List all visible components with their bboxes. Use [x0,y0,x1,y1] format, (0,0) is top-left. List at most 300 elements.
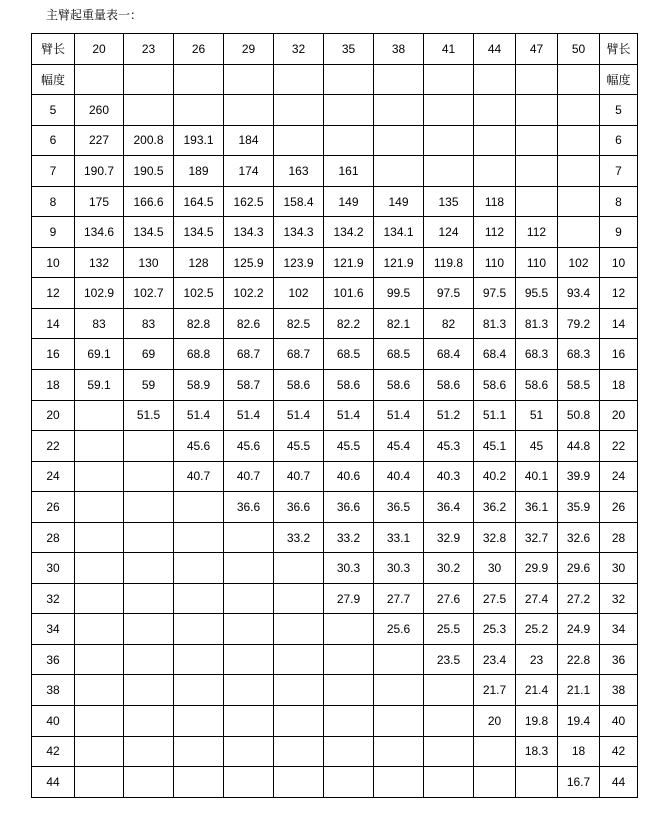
capacity-cell: 69 [124,339,174,370]
capacity-cell [75,706,124,737]
capacity-cell [324,614,374,645]
capacity-cell: 227 [75,125,124,156]
capacity-cell [174,675,224,706]
capacity-cell [274,583,324,614]
capacity-cell [324,125,374,156]
capacity-cell [224,95,274,126]
capacity-cell: 190.5 [124,156,174,187]
boom-length-header: 44 [474,34,516,65]
capacity-cell: 102.5 [174,278,224,309]
capacity-cell: 51.4 [374,400,424,431]
capacity-cell: 121.9 [374,247,424,278]
capacity-cell: 69.1 [75,339,124,370]
capacity-cell: 45.3 [424,431,474,462]
table-row [32,217,638,248]
capacity-cell: 36.5 [374,492,424,523]
radius-cell-right: 26 [600,492,638,523]
capacity-cell: 128 [174,247,224,278]
radius-cell-right: 7 [600,156,638,187]
capacity-cell: 21.4 [516,675,558,706]
capacity-cell: 32.9 [424,522,474,553]
capacity-cell [558,125,600,156]
capacity-cell: 36.6 [324,492,374,523]
capacity-cell: 25.6 [374,614,424,645]
capacity-cell: 58.6 [474,370,516,401]
capacity-cell: 119.8 [424,247,474,278]
table-row [32,461,638,492]
capacity-cell: 200.8 [124,125,174,156]
capacity-cell [124,736,174,767]
capacity-cell: 25.5 [424,614,474,645]
capacity-cell: 81.3 [516,308,558,339]
capacity-cell: 36.6 [274,492,324,523]
capacity-cell: 23 [516,644,558,675]
capacity-cell: 27.5 [474,583,516,614]
radius-cell-left: 34 [32,614,75,645]
lifting-capacity-table [31,33,638,798]
capacity-cell [174,553,224,584]
capacity-cell [224,644,274,675]
capacity-cell: 83 [75,308,124,339]
boom-length-header: 26 [174,34,224,65]
capacity-cell [75,583,124,614]
radius-cell-left: 18 [32,370,75,401]
radius-cell-right: 44 [600,767,638,798]
capacity-cell: 161 [324,156,374,187]
header-row-radius [32,64,638,95]
radius-cell-right: 42 [600,736,638,767]
capacity-cell: 32.6 [558,522,600,553]
capacity-cell: 68.7 [224,339,274,370]
capacity-cell: 36.4 [424,492,474,523]
table-caption: 主臂起重量表一： [46,8,143,22]
capacity-cell: 51.2 [424,400,474,431]
capacity-cell [474,125,516,156]
boom-length-header: 41 [424,34,474,65]
capacity-cell: 36.2 [474,492,516,523]
boom-length-header: 35 [324,34,374,65]
capacity-cell [124,614,174,645]
empty-cell [558,64,600,95]
capacity-cell [374,156,424,187]
capacity-cell: 82.6 [224,308,274,339]
table-row [32,553,638,584]
capacity-cell: 58.6 [374,370,424,401]
capacity-cell [324,767,374,798]
capacity-cell: 123.9 [274,247,324,278]
capacity-cell [424,125,474,156]
capacity-cell [124,767,174,798]
capacity-cell: 33.2 [324,522,374,553]
capacity-cell [75,614,124,645]
empty-cell [374,64,424,95]
radius-cell-left: 7 [32,156,75,187]
capacity-cell: 130 [124,247,174,278]
capacity-cell: 30 [474,553,516,584]
capacity-cell: 27.2 [558,583,600,614]
capacity-cell: 102.2 [224,278,274,309]
capacity-cell: 95.5 [516,278,558,309]
capacity-cell: 135 [424,186,474,217]
capacity-cell [374,644,424,675]
capacity-cell [274,736,324,767]
radius-cell-right: 34 [600,614,638,645]
capacity-cell [75,675,124,706]
capacity-cell [174,492,224,523]
capacity-cell [75,522,124,553]
capacity-cell [374,767,424,798]
header-row-boom-length [32,34,638,65]
capacity-cell [124,492,174,523]
capacity-cell: 51.4 [224,400,274,431]
capacity-cell: 102 [558,247,600,278]
radius-cell-left: 8 [32,186,75,217]
capacity-cell: 58.6 [324,370,374,401]
capacity-cell: 44.8 [558,431,600,462]
capacity-cell [558,156,600,187]
capacity-cell: 16.7 [558,767,600,798]
capacity-cell [124,675,174,706]
capacity-cell: 158.4 [274,186,324,217]
capacity-cell [174,767,224,798]
capacity-cell: 45.1 [474,431,516,462]
capacity-cell: 27.7 [374,583,424,614]
radius-cell-left: 32 [32,583,75,614]
capacity-cell [324,706,374,737]
radius-cell-right: 22 [600,431,638,462]
radius-cell-left: 38 [32,675,75,706]
table-body [32,34,638,798]
capacity-cell [374,706,424,737]
capacity-cell: 45.5 [324,431,374,462]
radius-cell-right: 16 [600,339,638,370]
empty-cell [274,64,324,95]
capacity-cell: 134.3 [274,217,324,248]
table-row [32,431,638,462]
capacity-cell: 19.8 [516,706,558,737]
capacity-cell: 36.1 [516,492,558,523]
table-row [32,156,638,187]
capacity-cell: 45.6 [224,431,274,462]
radius-label-left: 幅度 [32,64,75,95]
capacity-cell: 110 [474,247,516,278]
capacity-cell: 20 [474,706,516,737]
capacity-cell: 27.9 [324,583,374,614]
capacity-cell: 97.5 [474,278,516,309]
boom-length-header: 29 [224,34,274,65]
capacity-cell [516,125,558,156]
capacity-cell: 193.1 [174,125,224,156]
capacity-cell: 82.5 [274,308,324,339]
capacity-cell: 68.4 [474,339,516,370]
radius-cell-left: 44 [32,767,75,798]
capacity-cell: 164.5 [174,186,224,217]
capacity-cell [174,95,224,126]
capacity-cell: 162.5 [224,186,274,217]
capacity-cell: 82 [424,308,474,339]
capacity-cell [474,95,516,126]
radius-cell-left: 40 [32,706,75,737]
capacity-cell: 102.9 [75,278,124,309]
table-row [32,522,638,553]
capacity-cell: 51 [516,400,558,431]
capacity-cell [474,156,516,187]
capacity-cell: 25.3 [474,614,516,645]
capacity-cell [174,522,224,553]
capacity-cell: 51.4 [174,400,224,431]
boom-length-header: 23 [124,34,174,65]
radius-cell-right: 5 [600,95,638,126]
radius-cell-right: 18 [600,370,638,401]
empty-cell [424,64,474,95]
empty-cell [174,64,224,95]
radius-cell-left: 14 [32,308,75,339]
capacity-cell: 58.5 [558,370,600,401]
capacity-cell [274,614,324,645]
capacity-cell: 97.5 [424,278,474,309]
boom-length-header: 32 [274,34,324,65]
radius-cell-left: 20 [32,400,75,431]
capacity-cell [558,186,600,217]
capacity-cell: 59.1 [75,370,124,401]
empty-cell [124,64,174,95]
capacity-cell: 112 [474,217,516,248]
capacity-cell: 68.3 [516,339,558,370]
capacity-cell [274,706,324,737]
radius-cell-left: 16 [32,339,75,370]
capacity-cell: 50.8 [558,400,600,431]
capacity-cell [516,767,558,798]
capacity-cell [124,461,174,492]
capacity-cell [324,675,374,706]
capacity-cell: 51.1 [474,400,516,431]
capacity-cell: 175 [75,186,124,217]
capacity-cell [324,644,374,675]
radius-cell-right: 20 [600,400,638,431]
capacity-cell [274,675,324,706]
capacity-cell: 30.2 [424,553,474,584]
capacity-cell [374,675,424,706]
capacity-cell: 19.4 [558,706,600,737]
capacity-cell: 23.4 [474,644,516,675]
capacity-cell [124,706,174,737]
capacity-cell [424,706,474,737]
radius-cell-left: 9 [32,217,75,248]
table-row [32,339,638,370]
table-row [32,583,638,614]
empty-cell [75,64,124,95]
empty-cell [224,64,274,95]
capacity-cell: 40.1 [516,461,558,492]
capacity-cell: 68.4 [424,339,474,370]
radius-cell-left: 22 [32,431,75,462]
capacity-cell [558,217,600,248]
capacity-cell: 82.1 [374,308,424,339]
capacity-cell: 81.3 [474,308,516,339]
capacity-cell: 40.7 [274,461,324,492]
capacity-cell [75,400,124,431]
capacity-cell: 93.4 [558,278,600,309]
capacity-cell [274,767,324,798]
capacity-cell [174,706,224,737]
table-row [32,767,638,798]
capacity-cell [274,644,324,675]
radius-cell-left: 6 [32,125,75,156]
capacity-cell: 30.3 [324,553,374,584]
capacity-cell [424,767,474,798]
empty-cell [516,64,558,95]
boom-length-header: 47 [516,34,558,65]
capacity-cell [224,736,274,767]
capacity-cell: 58.6 [424,370,474,401]
capacity-cell: 18.3 [516,736,558,767]
capacity-cell: 149 [324,186,374,217]
capacity-cell [516,186,558,217]
capacity-cell [75,492,124,523]
capacity-cell [424,675,474,706]
capacity-cell [558,95,600,126]
table-row [32,614,638,645]
capacity-cell: 101.6 [324,278,374,309]
capacity-cell [424,156,474,187]
capacity-cell [124,95,174,126]
capacity-cell: 189 [174,156,224,187]
boom-length-header: 20 [75,34,124,65]
capacity-cell: 166.6 [124,186,174,217]
boom-length-header: 50 [558,34,600,65]
capacity-cell: 58.9 [174,370,224,401]
capacity-cell: 68.8 [174,339,224,370]
capacity-cell: 102 [274,278,324,309]
capacity-cell: 27.6 [424,583,474,614]
radius-cell-left: 5 [32,95,75,126]
table-row [32,736,638,767]
radius-cell-left: 24 [32,461,75,492]
table-row [32,278,638,309]
capacity-cell [174,736,224,767]
capacity-cell: 58.6 [274,370,324,401]
capacity-cell [374,736,424,767]
boom-length-label-left: 臂长 [32,34,75,65]
radius-cell-right: 6 [600,125,638,156]
capacity-cell: 21.1 [558,675,600,706]
capacity-cell [516,95,558,126]
radius-cell-left: 36 [32,644,75,675]
capacity-cell [424,95,474,126]
capacity-cell: 134.6 [75,217,124,248]
radius-cell-left: 26 [32,492,75,523]
table-row [32,247,638,278]
capacity-cell [75,767,124,798]
capacity-cell: 24.9 [558,614,600,645]
capacity-cell [174,614,224,645]
capacity-cell: 25.2 [516,614,558,645]
capacity-cell [374,125,424,156]
capacity-cell [124,431,174,462]
radius-label-right: 幅度 [600,64,638,95]
radius-cell-right: 9 [600,217,638,248]
capacity-cell: 110 [516,247,558,278]
capacity-cell: 32.7 [516,522,558,553]
capacity-cell [516,156,558,187]
capacity-cell: 51.4 [324,400,374,431]
capacity-cell [124,583,174,614]
capacity-cell [75,644,124,675]
radius-cell-right: 28 [600,522,638,553]
capacity-cell: 58.7 [224,370,274,401]
capacity-cell [424,736,474,767]
radius-cell-left: 42 [32,736,75,767]
capacity-cell: 134.5 [124,217,174,248]
capacity-cell: 132 [75,247,124,278]
radius-cell-left: 30 [32,553,75,584]
capacity-cell: 29.9 [516,553,558,584]
radius-cell-left: 12 [32,278,75,309]
capacity-cell: 40.7 [174,461,224,492]
capacity-cell [75,431,124,462]
capacity-cell: 184 [224,125,274,156]
capacity-cell [224,767,274,798]
capacity-cell: 45.6 [174,431,224,462]
capacity-cell: 68.7 [274,339,324,370]
capacity-cell: 40.6 [324,461,374,492]
table-row [32,492,638,523]
capacity-cell: 58.6 [516,370,558,401]
capacity-cell: 59 [124,370,174,401]
capacity-cell [374,95,424,126]
capacity-cell [274,553,324,584]
table-row [32,308,638,339]
capacity-cell: 35.9 [558,492,600,523]
capacity-cell [75,736,124,767]
capacity-cell [474,767,516,798]
radius-cell-left: 10 [32,247,75,278]
capacity-cell: 79.2 [558,308,600,339]
capacity-cell [274,95,324,126]
capacity-cell [124,553,174,584]
radius-cell-left: 28 [32,522,75,553]
radius-cell-right: 32 [600,583,638,614]
capacity-cell: 68.5 [374,339,424,370]
capacity-cell: 68.3 [558,339,600,370]
capacity-cell: 45 [516,431,558,462]
capacity-cell [174,583,224,614]
table-row [32,644,638,675]
capacity-cell: 21.7 [474,675,516,706]
capacity-cell: 40.2 [474,461,516,492]
capacity-cell: 39.9 [558,461,600,492]
radius-cell-right: 36 [600,644,638,675]
capacity-cell: 134.5 [174,217,224,248]
radius-cell-right: 24 [600,461,638,492]
table-row [32,370,638,401]
boom-length-header: 38 [374,34,424,65]
table-row [32,675,638,706]
capacity-cell: 30.3 [374,553,424,584]
capacity-cell: 33.2 [274,522,324,553]
capacity-cell: 190.7 [75,156,124,187]
capacity-cell: 45.5 [274,431,324,462]
radius-cell-right: 38 [600,675,638,706]
capacity-cell [224,583,274,614]
radius-cell-right: 30 [600,553,638,584]
capacity-cell: 99.5 [374,278,424,309]
capacity-cell: 29.6 [558,553,600,584]
capacity-cell: 112 [516,217,558,248]
table-row [32,400,638,431]
capacity-cell [124,522,174,553]
capacity-cell [274,125,324,156]
